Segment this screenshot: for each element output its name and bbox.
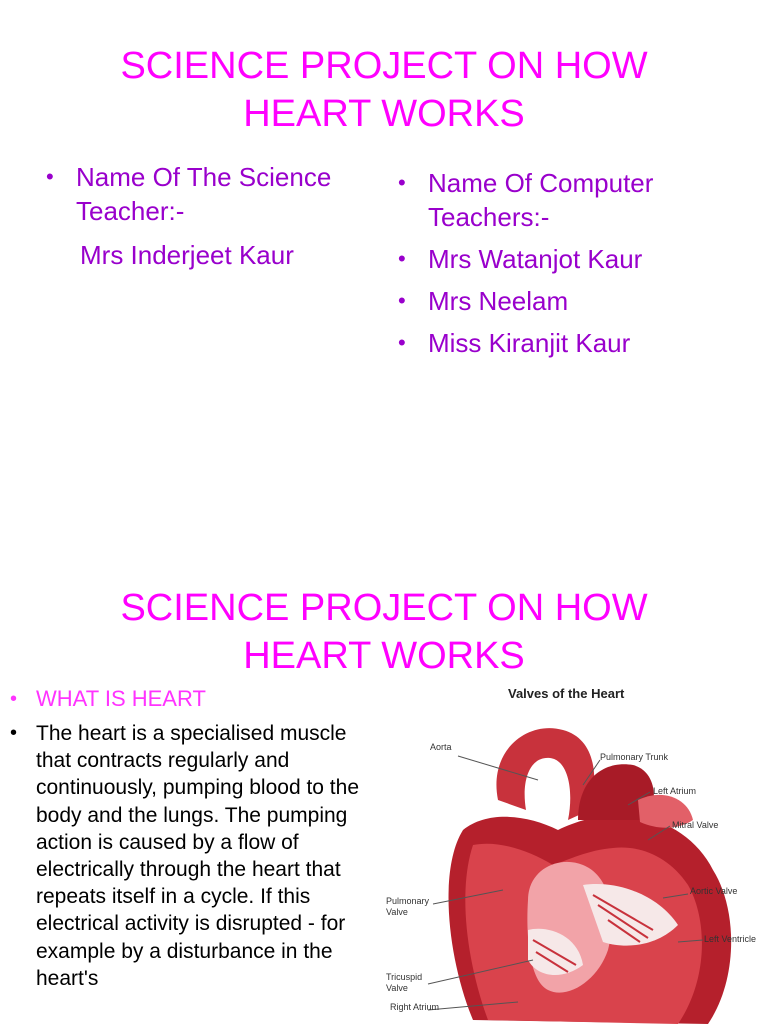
heart-description-list <box>10 684 368 992</box>
science-teacher-name: Mrs Inderjeet Kaur <box>80 240 294 270</box>
label-tricuspid-valve: Tricuspid Valve <box>386 972 423 993</box>
computer-teacher-item: • Miss Kiranjit Kaur <box>398 326 728 360</box>
computer-teachers-label: • Name Of Computer Teachers:- <box>398 166 728 234</box>
science-teacher-block <box>46 160 376 272</box>
slide-1-title-line-2: HEART WORKS <box>243 93 525 135</box>
science-teacher-label: • Name Of The Science Teacher:- <box>46 160 376 228</box>
slide-2-title-line-2: HEART WORKS <box>243 635 525 677</box>
computer-teacher-item: • Mrs Neelam <box>398 284 728 318</box>
label-pulmonary-trunk: Pulmonary Trunk <box>600 752 669 762</box>
label-pulmonary-valve: Pulmonary Valve <box>386 896 430 917</box>
label-mitral-valve: Mitral Valve <box>672 820 719 830</box>
slide-2 <box>0 560 768 1024</box>
heart-illustration <box>378 680 768 1024</box>
slide-2-title-line-1: SCIENCE PROJECT ON HOW <box>120 587 648 629</box>
label-aortic-valve: Aortic Valve <box>690 886 738 896</box>
computer-teachers-list <box>398 166 728 360</box>
label-aorta: Aorta <box>430 742 452 752</box>
what-is-heart-heading: • WHAT IS HEART <box>10 684 368 714</box>
heart-valves-diagram <box>378 680 768 1024</box>
diagram-title: Valves of the Heart <box>508 686 625 701</box>
label-left-ventricle: Left Ventricle <box>704 934 757 944</box>
label-right-atrium: Right Atrium <box>390 1002 440 1012</box>
slide-2-title <box>0 584 768 680</box>
slide-1-title-line-1: SCIENCE PROJECT ON HOW <box>120 45 648 87</box>
slide-1-title <box>0 42 768 138</box>
heart-description-text: • The heart is a specialised muscle that contracts regularly and continuously, pumping blood to the body and the lungs. The pumping action is caused by a flow of electrically through the heart that repeats itself in a cycle. If this electrical activity is disrupted - for example by a disturbance in the heart's <box>10 720 368 992</box>
label-left-atrium: Left Atrium <box>653 786 697 796</box>
computer-teacher-item: • Mrs Watanjot Kaur <box>398 242 728 276</box>
